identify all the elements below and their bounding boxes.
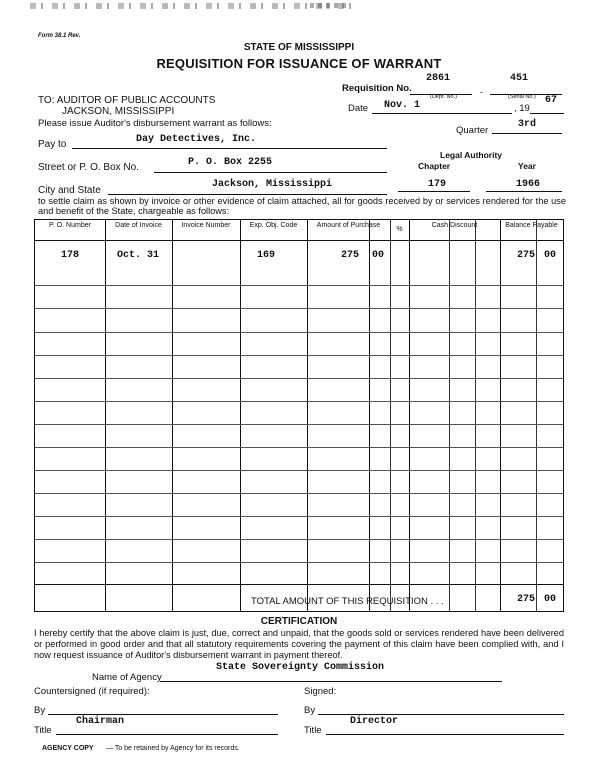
retain-note: — To be retained by Agency for its records. bbox=[106, 745, 240, 752]
countersigned-label: Countersigned (if required): bbox=[34, 686, 150, 697]
certification-title: CERTIFICATION bbox=[260, 616, 338, 627]
header-po-number: P. O. Number bbox=[49, 222, 91, 229]
dept-number-value: 2861 bbox=[426, 73, 451, 84]
state-heading: STATE OF MISSISSIPPI bbox=[243, 42, 355, 53]
signed-label: Signed: bbox=[304, 686, 337, 697]
addressee-line2: JACKSON, MISSISSIPPI bbox=[62, 106, 175, 117]
serial-number-value: 451 bbox=[510, 73, 529, 84]
row-balance-cents: 00 bbox=[544, 250, 557, 261]
total-dollars: 275 bbox=[517, 594, 536, 605]
countersigned-title-label: Title bbox=[34, 725, 52, 736]
addressee-line1: TO: AUDITOR OF PUBLIC ACCOUNTS bbox=[38, 95, 216, 106]
header-amount-of-purchase: Amount of Purchase bbox=[316, 222, 381, 229]
dept-no-caption: (Dept. No.) bbox=[430, 94, 457, 100]
instruction-text: Please issue Auditor's disbursement warrant as follows: bbox=[38, 118, 272, 129]
serial-no-caption: (Serial No.) bbox=[508, 94, 536, 100]
certification-text: I hereby certify that the above claim is just, due, correct and unpaid, that the goods sold or services rendered have been delivered or performed in good order and that all statutory requirements covering the payment of this claim have been complied with, and I now request issuance of Auditor's disbursement warrant in payment thereof. bbox=[34, 628, 564, 660]
signed-by-label: By bbox=[304, 705, 316, 716]
countersigned-by-label: By bbox=[34, 705, 46, 716]
signed-title-label: Title bbox=[304, 725, 322, 736]
row-date-of-invoice: Oct. 31 bbox=[117, 250, 160, 261]
header-cash-discount: Cash Discount bbox=[431, 222, 478, 229]
chapter-value: 179 bbox=[428, 179, 447, 190]
date-value: Nov. 1 bbox=[384, 100, 421, 111]
chapter-label: Chapter bbox=[418, 161, 451, 171]
requisition-label: Requisition No. bbox=[342, 83, 412, 94]
signed-title-value: Director bbox=[350, 716, 399, 727]
row-amount-cents: 00 bbox=[372, 250, 385, 261]
header-invoice-number: Invoice Number bbox=[181, 222, 231, 229]
city-value: Jackson, Mississippi bbox=[212, 179, 333, 190]
year-prefix: , 19 bbox=[514, 103, 530, 114]
claims-table bbox=[34, 219, 564, 612]
agency-copy-label: AGENCY COPY bbox=[42, 745, 94, 752]
header-percent: % bbox=[396, 226, 403, 233]
quarter-value: 3rd bbox=[518, 119, 537, 130]
agency-name-label: Name of Agency bbox=[92, 672, 162, 683]
legal-year-label: Year bbox=[518, 161, 536, 171]
header-exp-obj-code: Exp. Obj. Code bbox=[249, 222, 298, 229]
total-cents: 00 bbox=[544, 594, 557, 605]
street-label: Street or P. O. Box No. bbox=[38, 162, 139, 173]
agency-name-value: State Sovereignty Commission bbox=[216, 662, 385, 673]
legal-year-value: 1966 bbox=[516, 179, 541, 190]
page-title: REQUISITION FOR ISSUANCE OF WARRANT bbox=[156, 56, 442, 71]
row-amount-dollars: 275 bbox=[341, 250, 360, 261]
street-value: P. O. Box 2255 bbox=[188, 157, 273, 168]
pay-to-value: Day Detectives, Inc. bbox=[136, 134, 257, 145]
pay-to-label: Pay to bbox=[38, 139, 67, 150]
city-label: City and State bbox=[38, 185, 101, 196]
row-exp-obj-code: 169 bbox=[257, 250, 276, 261]
header-balance-payable: Balance Payable bbox=[505, 222, 558, 229]
date-label: Date bbox=[348, 103, 369, 114]
total-label: TOTAL AMOUNT OF THIS REQUISITION . . . bbox=[251, 596, 444, 607]
row-balance-dollars: 275 bbox=[517, 250, 536, 261]
form-number: Form 38.1 Rev. bbox=[38, 33, 81, 39]
row-po-number: 178 bbox=[61, 250, 80, 261]
header-date-of-invoice: Date of Invoice bbox=[115, 222, 162, 229]
settle-claim-text: to settle claim as shown by invoice or other evidence of claim attached, all for goods received by or services rendered for the use and benefit of the State, chargeable as follows: bbox=[38, 196, 566, 216]
legal-authority-label: Legal Authority bbox=[440, 150, 503, 160]
countersigned-title-value: Chairman bbox=[76, 716, 125, 727]
quarter-label: Quarter bbox=[456, 125, 489, 136]
scan-artifact-marks bbox=[310, 3, 350, 8]
year-value: 67 bbox=[545, 95, 558, 106]
